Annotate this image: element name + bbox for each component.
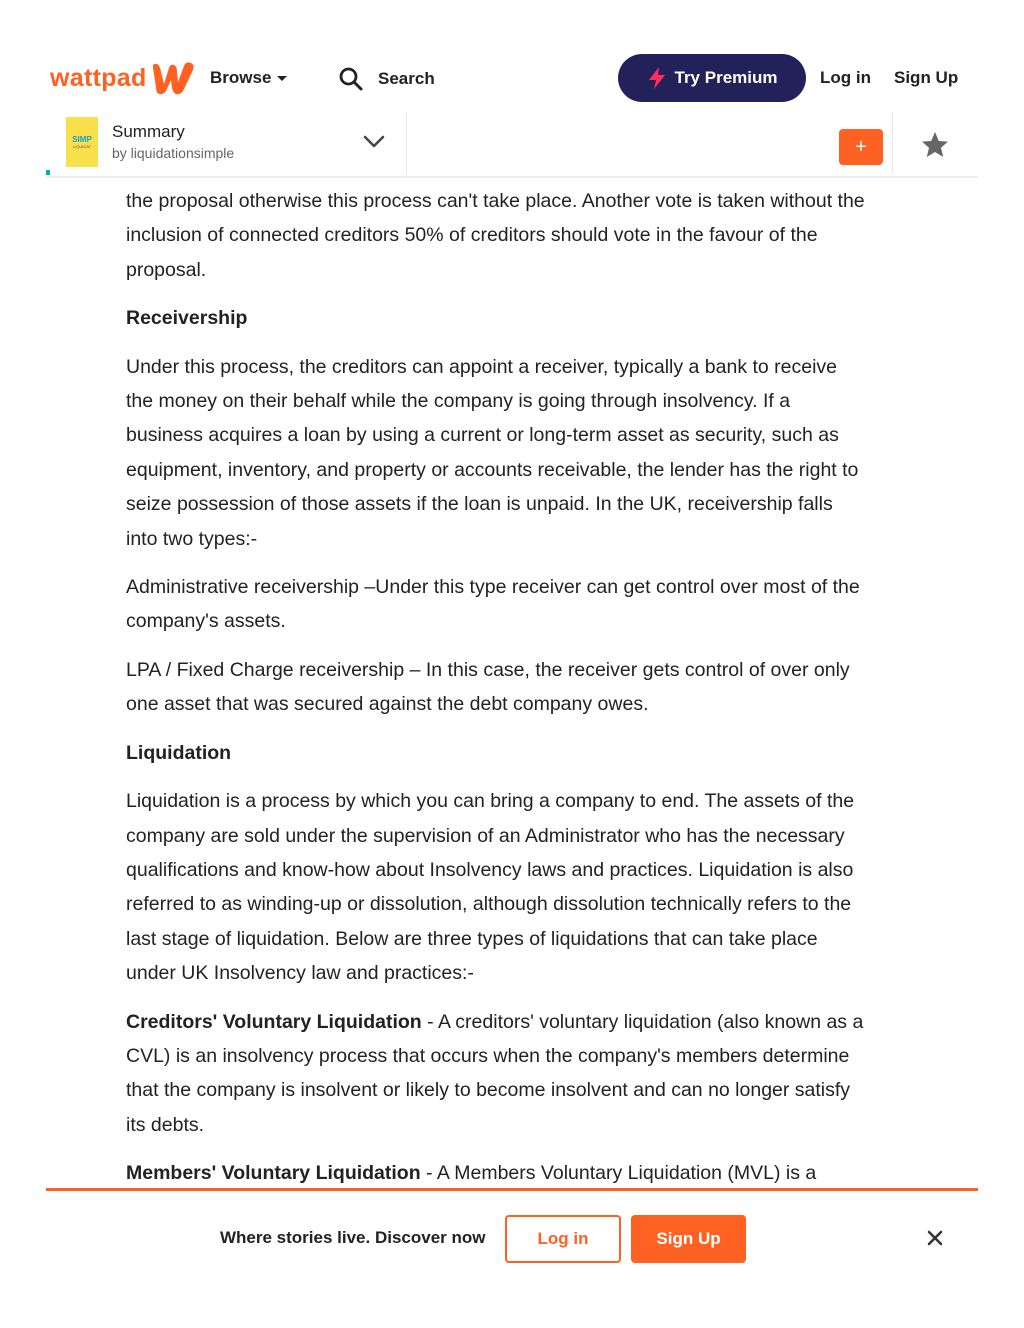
term-mvl: Members' Voluntary Liquidation	[126, 1162, 421, 1185]
banner-tagline: Where stories live. Discover now	[220, 1228, 486, 1247]
paragraph: the proposal otherwise this process can't take place. Another vote is taken without the inclusion of connected creditors 50% of creditors should vote in the favour of the proposal.	[126, 190, 865, 281]
paragraph: LPA / Fixed Charge receivership – In this case, the receiver gets control of over only one asset that was secured against the debt company owes.	[126, 658, 850, 716]
browse-dropdown[interactable]	[210, 68, 287, 88]
section-heading-receivership: Receivership	[126, 307, 248, 330]
top-navigation	[0, 0, 1024, 112]
try-premium-button[interactable]	[618, 54, 806, 102]
signup-link[interactable]: Sign Up	[894, 68, 959, 87]
paragraph: Administrative receivership –Under this type receiver can get control over most of the company's assets.	[126, 576, 860, 633]
lightning-icon	[647, 66, 667, 90]
section-heading-liquidation: Liquidation	[126, 741, 232, 764]
story-toolbar	[46, 112, 978, 178]
close-icon[interactable]	[926, 1229, 944, 1247]
wattpad-w-logo-icon	[151, 60, 195, 96]
paragraph-cvl	[126, 1005, 866, 1143]
definition-mvl: - A Members Voluntary Liquidation (MVL) is a	[420, 1162, 817, 1185]
toolbar-divider	[406, 112, 407, 174]
story-cover[interactable]	[66, 117, 98, 167]
term-cvl: Creditors' Voluntary Liquidation	[126, 1010, 422, 1033]
signup-banner	[46, 1188, 978, 1328]
login-link[interactable]: Log in	[820, 68, 871, 87]
wattpad-logo[interactable]	[50, 60, 195, 96]
logo-text: wattpad	[50, 63, 147, 92]
paragraph-mvl	[126, 1156, 866, 1190]
browse-label: Browse	[210, 68, 272, 87]
story-author[interactable]: by liquidationsimple	[112, 145, 235, 161]
chevron-down-icon[interactable]	[362, 134, 386, 150]
definition-cvl: - A creditors' voluntary liquidation (also known as a CVL) is an insolvency process that occurs when the company's members determine that the company is insolvent or likely to become insolvent and can no longer satisfy its debts.	[126, 1010, 864, 1136]
search-icon	[338, 66, 364, 92]
paragraph: Liquidation is a process by which you can bring a company to end. The assets of the company are sold under the supervision of an Administrator who has the necessary qualifications and know-how about Insolvency laws and practices. Liquidation is also referred to as winding-up or dissolution, although dissolution technically refers to the last stage of liquidation. Below are three types of liquidations that can take place under UK Insolvency law and practices:-	[126, 790, 855, 985]
cover-subtitle-text: LIQUIDAT	[72, 144, 92, 149]
story-title[interactable]: Summary	[112, 122, 185, 141]
reading-progress-bar	[46, 170, 50, 175]
caret-down-icon	[277, 76, 287, 81]
search-label: Search	[378, 69, 435, 88]
paragraph: Under this process, the creditors can appoint a receiver, typically a bank to receive the money on their behalf while the company is going through insolvency. If a business acquires a loan by using a current or long-term asset as security, such as equipment, inventory, and property or accounts receivable, the lender has the right to seize possession of those assets if the loan is unpaid. In the UK, receivership falls into two types:-	[126, 355, 859, 550]
story-content	[126, 184, 866, 1205]
toolbar-divider	[892, 112, 893, 174]
banner-login-button[interactable]: Log in	[505, 1215, 621, 1263]
search-button[interactable]	[338, 66, 435, 92]
banner-signup-button[interactable]: Sign Up	[631, 1215, 746, 1263]
cover-title-text: SIMP	[72, 135, 92, 144]
star-icon[interactable]	[920, 130, 950, 160]
try-premium-label: Try Premium	[674, 68, 778, 87]
add-to-library-button[interactable]: +	[839, 129, 883, 165]
